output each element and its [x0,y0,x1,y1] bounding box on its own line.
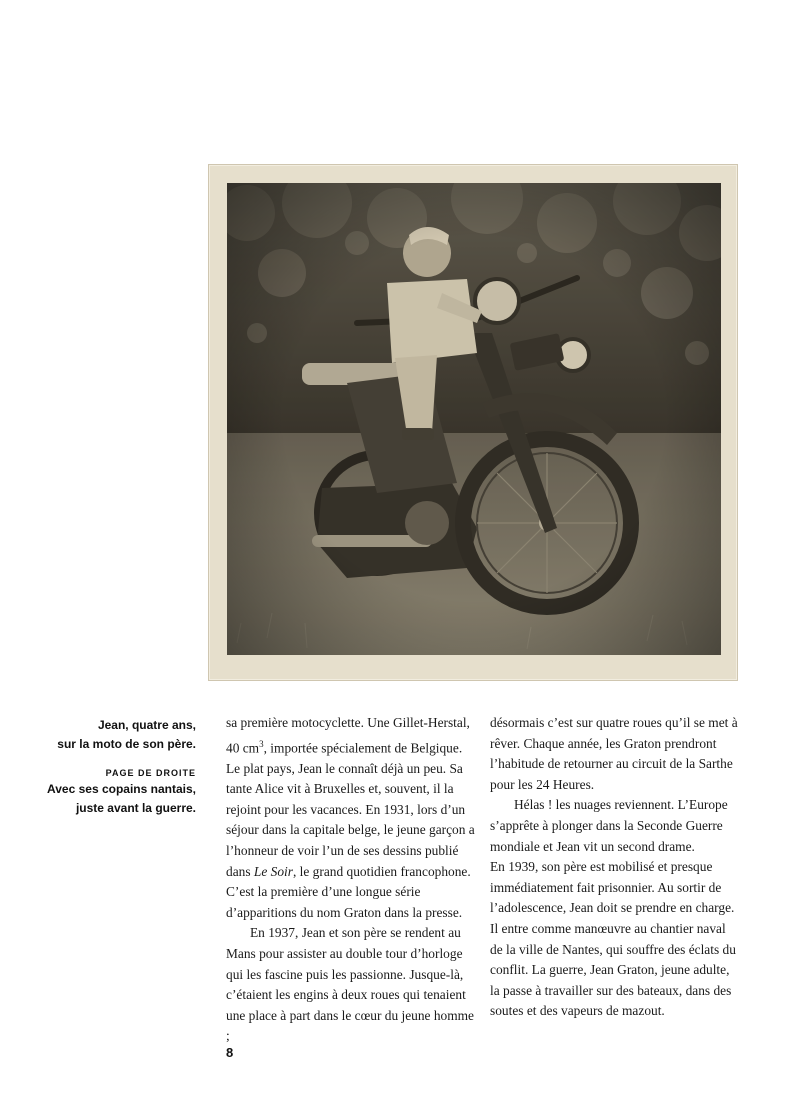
body-column-2 [490,713,740,1022]
paragraph: Hélas ! les nuages reviennent. L’Europe s’apprête à plonger dans la Seconde Guerre mondiale et Jean vit un second drame. [490,797,728,854]
page-number: 8 [226,1045,234,1060]
text-segment: , importée spécialement de Belgique. Le plat pays, Jean le connaît déjà un peu. Sa tante Alice vit à Bruxelles et, souvent, il la rejoint pour les vacances. En 1931, lors d’un séjour dans la capitale belge, le jeune garçon a l’honneur de voir l’un de ses dessins publié dans [226,740,475,879]
paragraph: désormais c’est sur quatre roues qu’il se met à rêver. Chaque année, les Graton prendront l’habitude de retourner au circuit de la Sarthe pour les 24 Heures. [490,715,738,792]
caption-main-line-1: Jean, quatre ans, [97,718,196,732]
body-column-1 [226,713,476,1047]
caption-right-line-2: juste avant la guerre. [75,801,196,815]
caption-main [40,716,196,754]
paragraph: En 1939, son père est mobilisé et presque immédiatement fait prisonnier. Au sortir de l’adolescence, Jean doit se prendre en charge. Il entre comme manœuvre au chantier naval de la ville de Nantes, qui souffre des éclats du conflit. La guerre, Jean Graton, jeune adulte, la passe à travailler sur des bateaux, dans des soutes et des vapeurs de mazout. [490,859,736,1019]
motorcycle-photo [227,183,721,655]
caption-right-page [40,780,196,818]
photo-captions [40,716,196,818]
text-segment: , le grand quotidien francophone. C’est la première d’une longue série d’apparitions du nom Graton dans la presse. [226,863,471,920]
text-segment: sa première motocyclette. Une Gillet-Herstal, 40 cm [226,715,470,756]
newspaper-title: Le Soir [253,863,293,879]
caption-main-line-2: sur la moto de son père. [57,737,196,751]
superscript: 3 [259,738,264,749]
photo-print [208,164,738,681]
caption-right-line-1: Avec ses copains nantais, [47,782,196,796]
caption-label: PAGE DE DROITE [105,768,196,778]
paragraph [226,713,476,923]
paragraph: En 1937, Jean et son père se rendent au Mans pour assister au double tour d’horloge qui les fascine puis les passionne. Jusque-là, c’étaient les engins à deux roues qui tenaient une place à part dans le cœur du jeune homme ; [226,925,475,1044]
